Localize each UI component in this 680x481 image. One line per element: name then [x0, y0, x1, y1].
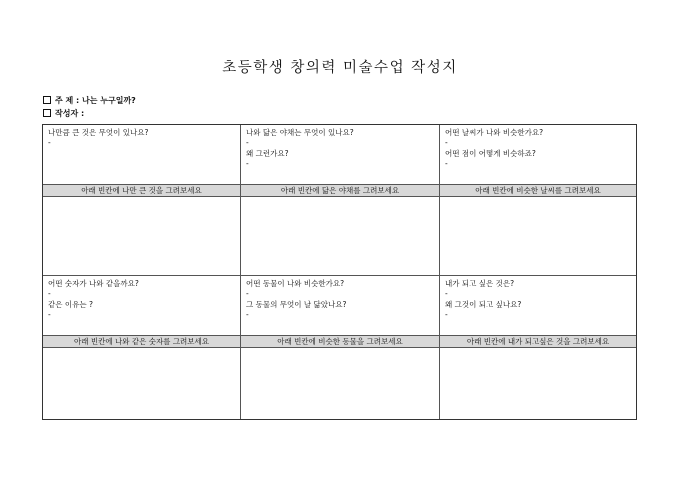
question-cell [440, 276, 636, 336]
checkbox-icon[interactable] [43, 96, 51, 104]
topic-value: 나는 누구일까? [82, 96, 136, 105]
question-text: 어떤 날씨가 나와 비슷한가요? [445, 128, 544, 137]
answer-line[interactable]: - [445, 138, 448, 148]
question-text: 나와 닮은 야채는 무엇이 있나요? [246, 128, 354, 137]
author-line [43, 108, 84, 119]
question-text: 어떤 점이 어떻게 비슷하죠? [445, 148, 536, 158]
question-cell [241, 125, 440, 185]
drawing-instruction: 아래 빈칸에 나와 같은 숫자를 그려보세요 [43, 336, 241, 348]
answer-line[interactable]: - [246, 138, 249, 148]
author-label: 작성자 : [55, 109, 85, 118]
drawing-instruction: 아래 빈칸에 내가 되고싶은 것을 그려보세요 [440, 336, 636, 348]
question-text: 내가 되고 싶은 것은? [445, 279, 515, 288]
topic-label: 주 제 : [55, 96, 80, 105]
drawing-area[interactable] [440, 348, 636, 419]
question-text: 그 동물의 무엇이 날 닮았나요? [246, 299, 347, 309]
drawing-area[interactable] [440, 197, 636, 276]
question-cell [43, 125, 241, 185]
drawing-area[interactable] [241, 197, 440, 276]
question-text: 어떤 숫자가 나와 같을까요? [48, 279, 139, 288]
drawing-instruction: 아래 빈칸에 나만 큰 것을 그려보세요 [43, 185, 241, 197]
answer-line[interactable]: - [445, 289, 448, 299]
drawing-area[interactable] [43, 348, 241, 419]
drawing-instruction: 아래 빈칸에 비슷한 날씨를 그려보세요 [440, 185, 636, 197]
answer-line[interactable]: - [246, 309, 249, 319]
answer-line[interactable]: - [445, 309, 448, 319]
page-title: 초등학생 창의력 미술수업 작성지 [222, 60, 458, 76]
answer-line[interactable]: - [445, 158, 448, 168]
question-text: 왜 그런가요? [246, 148, 289, 158]
answer-line[interactable]: - [48, 138, 51, 148]
drawing-area[interactable] [43, 197, 241, 276]
question-text: 어떤 동물이 나와 비슷한가요? [246, 279, 345, 288]
checkbox-icon[interactable] [43, 109, 51, 117]
answer-line[interactable]: - [48, 309, 51, 319]
drawing-area[interactable] [241, 348, 440, 419]
answer-line[interactable]: - [246, 158, 249, 168]
question-cell [43, 276, 241, 336]
answer-line[interactable]: - [246, 289, 249, 299]
drawing-instruction: 아래 빈칸에 닮은 야채를 그려보세요 [241, 185, 440, 197]
drawing-instruction: 아래 빈칸에 비슷한 동물을 그려보세요 [241, 336, 440, 348]
topic-line [43, 95, 136, 106]
question-text: 나만큼 큰 것은 무엇이 있나요? [48, 128, 149, 137]
question-cell [241, 276, 440, 336]
question-text: 같은 이유는 ? [48, 299, 93, 309]
question-cell [440, 125, 636, 185]
question-text: 왜 그것이 되고 싶나요? [445, 299, 522, 309]
answer-line[interactable]: - [48, 289, 51, 299]
worksheet-grid [42, 124, 637, 420]
